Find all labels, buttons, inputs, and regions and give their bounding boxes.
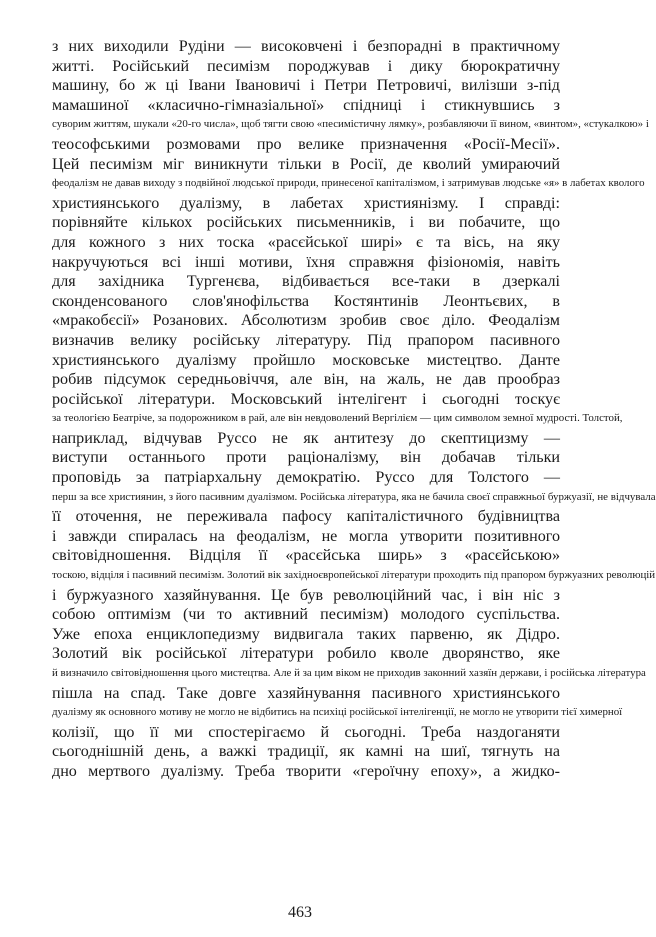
text-line: для західника Тургенєва, відбивається все-таки в дзеркалі xyxy=(52,273,560,291)
text-line: суворим життям, шукали «20-го числа», щоб тягти свою «песимістичну лямку», розбавляючи її вином, «винтом», «стукалкою» і xyxy=(52,118,649,131)
text-line: наприклад, відчував Руссо не як антитезу до скептицизму — xyxy=(52,429,560,447)
text-line: християнського дуалізму, в лабетах християнізму. І справді: xyxy=(52,194,560,212)
text-line: собою оптимізм (чи то активний песимізм) молодого суспільства. xyxy=(52,606,560,624)
text-line: світовідношення. Відціля її «расєйська ширь» з «расєйською» xyxy=(52,547,560,565)
text-line: порівняйте кількох російських письменників, і ви побачите, що xyxy=(52,214,560,232)
text-line: Уже епоха енциклопедизму видвигала таких парвеню, як Дідро. xyxy=(52,625,560,643)
document-page xyxy=(52,37,656,782)
text-line: і буржуазного хазяйнування. Це був революційний час, і він ніс з xyxy=(52,586,560,604)
text-line: її оточення, не переживала пафосу капіталістичного будівництва xyxy=(52,508,560,526)
text-line: проповідь за патріархальну демократію. Руссо для Толстого — xyxy=(52,469,560,487)
text-line: й визначило світовідношення цього мистецтва. Але й за цим віком не приходив законний хазяїн держави, і російська література xyxy=(52,667,646,679)
text-line: колізії, що її ми спостерігаємо й сьогодні. Треба наздоганяти xyxy=(52,723,560,741)
text-line: феодалізм не давав виходу з подвійної людської природи, принесеної капіталізмом, і затримував людське «я» в лабетах кволого xyxy=(52,177,645,190)
text-line: Золотий вік російської літератури робило кволе дворянство, яке xyxy=(52,645,560,663)
text-line: сконденсованого слов'янофільства Костянтинів Леонтьєвих, в xyxy=(52,292,560,310)
page-number: 463 xyxy=(288,904,312,921)
text-line: тоскою, відціля і пасивний песимізм. Золотий вік західноєвропейської літератури проходить під прапором буржуазних революцій xyxy=(52,569,656,582)
text-line: житті. Російський песимізм породжував і дику бюрократичну xyxy=(52,57,560,75)
text-line: російської літератури. Московський інтелігент і сьогодні тоскує xyxy=(52,390,560,408)
text-line: сьогоднішній день, а важкі традиції, як камні на шиї, тягнуть на xyxy=(52,743,560,761)
text-line: і завжди спиралась на феодалізм, не могла утворити позитивного xyxy=(52,527,560,545)
text-line: визначив велику російську літературу. Під прапором пасивного xyxy=(52,331,560,349)
text-line: виступи останнього проти раціоналізму, він добачав тільки xyxy=(52,449,560,467)
text-line: дуалізму як основного мотиву не могло не відбитись на психіці російської інтелігенції, не могло не утворити тієї химерної xyxy=(52,706,623,719)
text-line: накручуються всі інші мотиви, їхня справжня фізіономія, навіть xyxy=(52,253,560,271)
text-line: перш за все християнин, з його пасивним дуалізмом. Російська література, яка не бачила своєї справжньої буржуазії, не відчувала xyxy=(52,490,656,503)
text-line: мамашиної «класично-гімназіальної» спідниці і стикнувшись з xyxy=(52,96,560,114)
text-line: для кожного з них тоска «расєйської ширі» є та вісь, на яку xyxy=(52,233,560,251)
text-line: за теологією Беатріче, за подорожником в рай, але він невдоволений Вергілієм — цим символом земної мудрості. Толстой, xyxy=(52,412,623,425)
text-line: Цей песимізм міг виникнути тільки в Росії, де кволий умираючий xyxy=(52,155,560,173)
text-line: з них виходили Рудіни — високовчені і безпорадні в практичному xyxy=(52,38,560,55)
text-line: «мракобєсії» Розанових. Абсолютизм зробив своє діло. Феодалізм xyxy=(52,312,560,330)
text-line: машину, бо ж ці Івани Івановичі і Петри Петровичі, вилізши з-під xyxy=(52,77,560,95)
body-text xyxy=(52,37,656,782)
text-line: дно мертвого дуалізму. Треба творити «героїчну епоху», а жидко- xyxy=(52,762,560,780)
text-line: християнського дуалізму пройшло московське мистецтво. Данте xyxy=(52,351,560,369)
text-line: теософськими розмовами про велике призначення «Росії-Месії». xyxy=(52,135,560,153)
text-line: робив підсумок середньовіччя, але він, на жаль, не дав прообраз xyxy=(52,371,560,389)
text-line: пішла на спад. Таке довге хазяйнування пасивного християнського xyxy=(52,684,560,702)
